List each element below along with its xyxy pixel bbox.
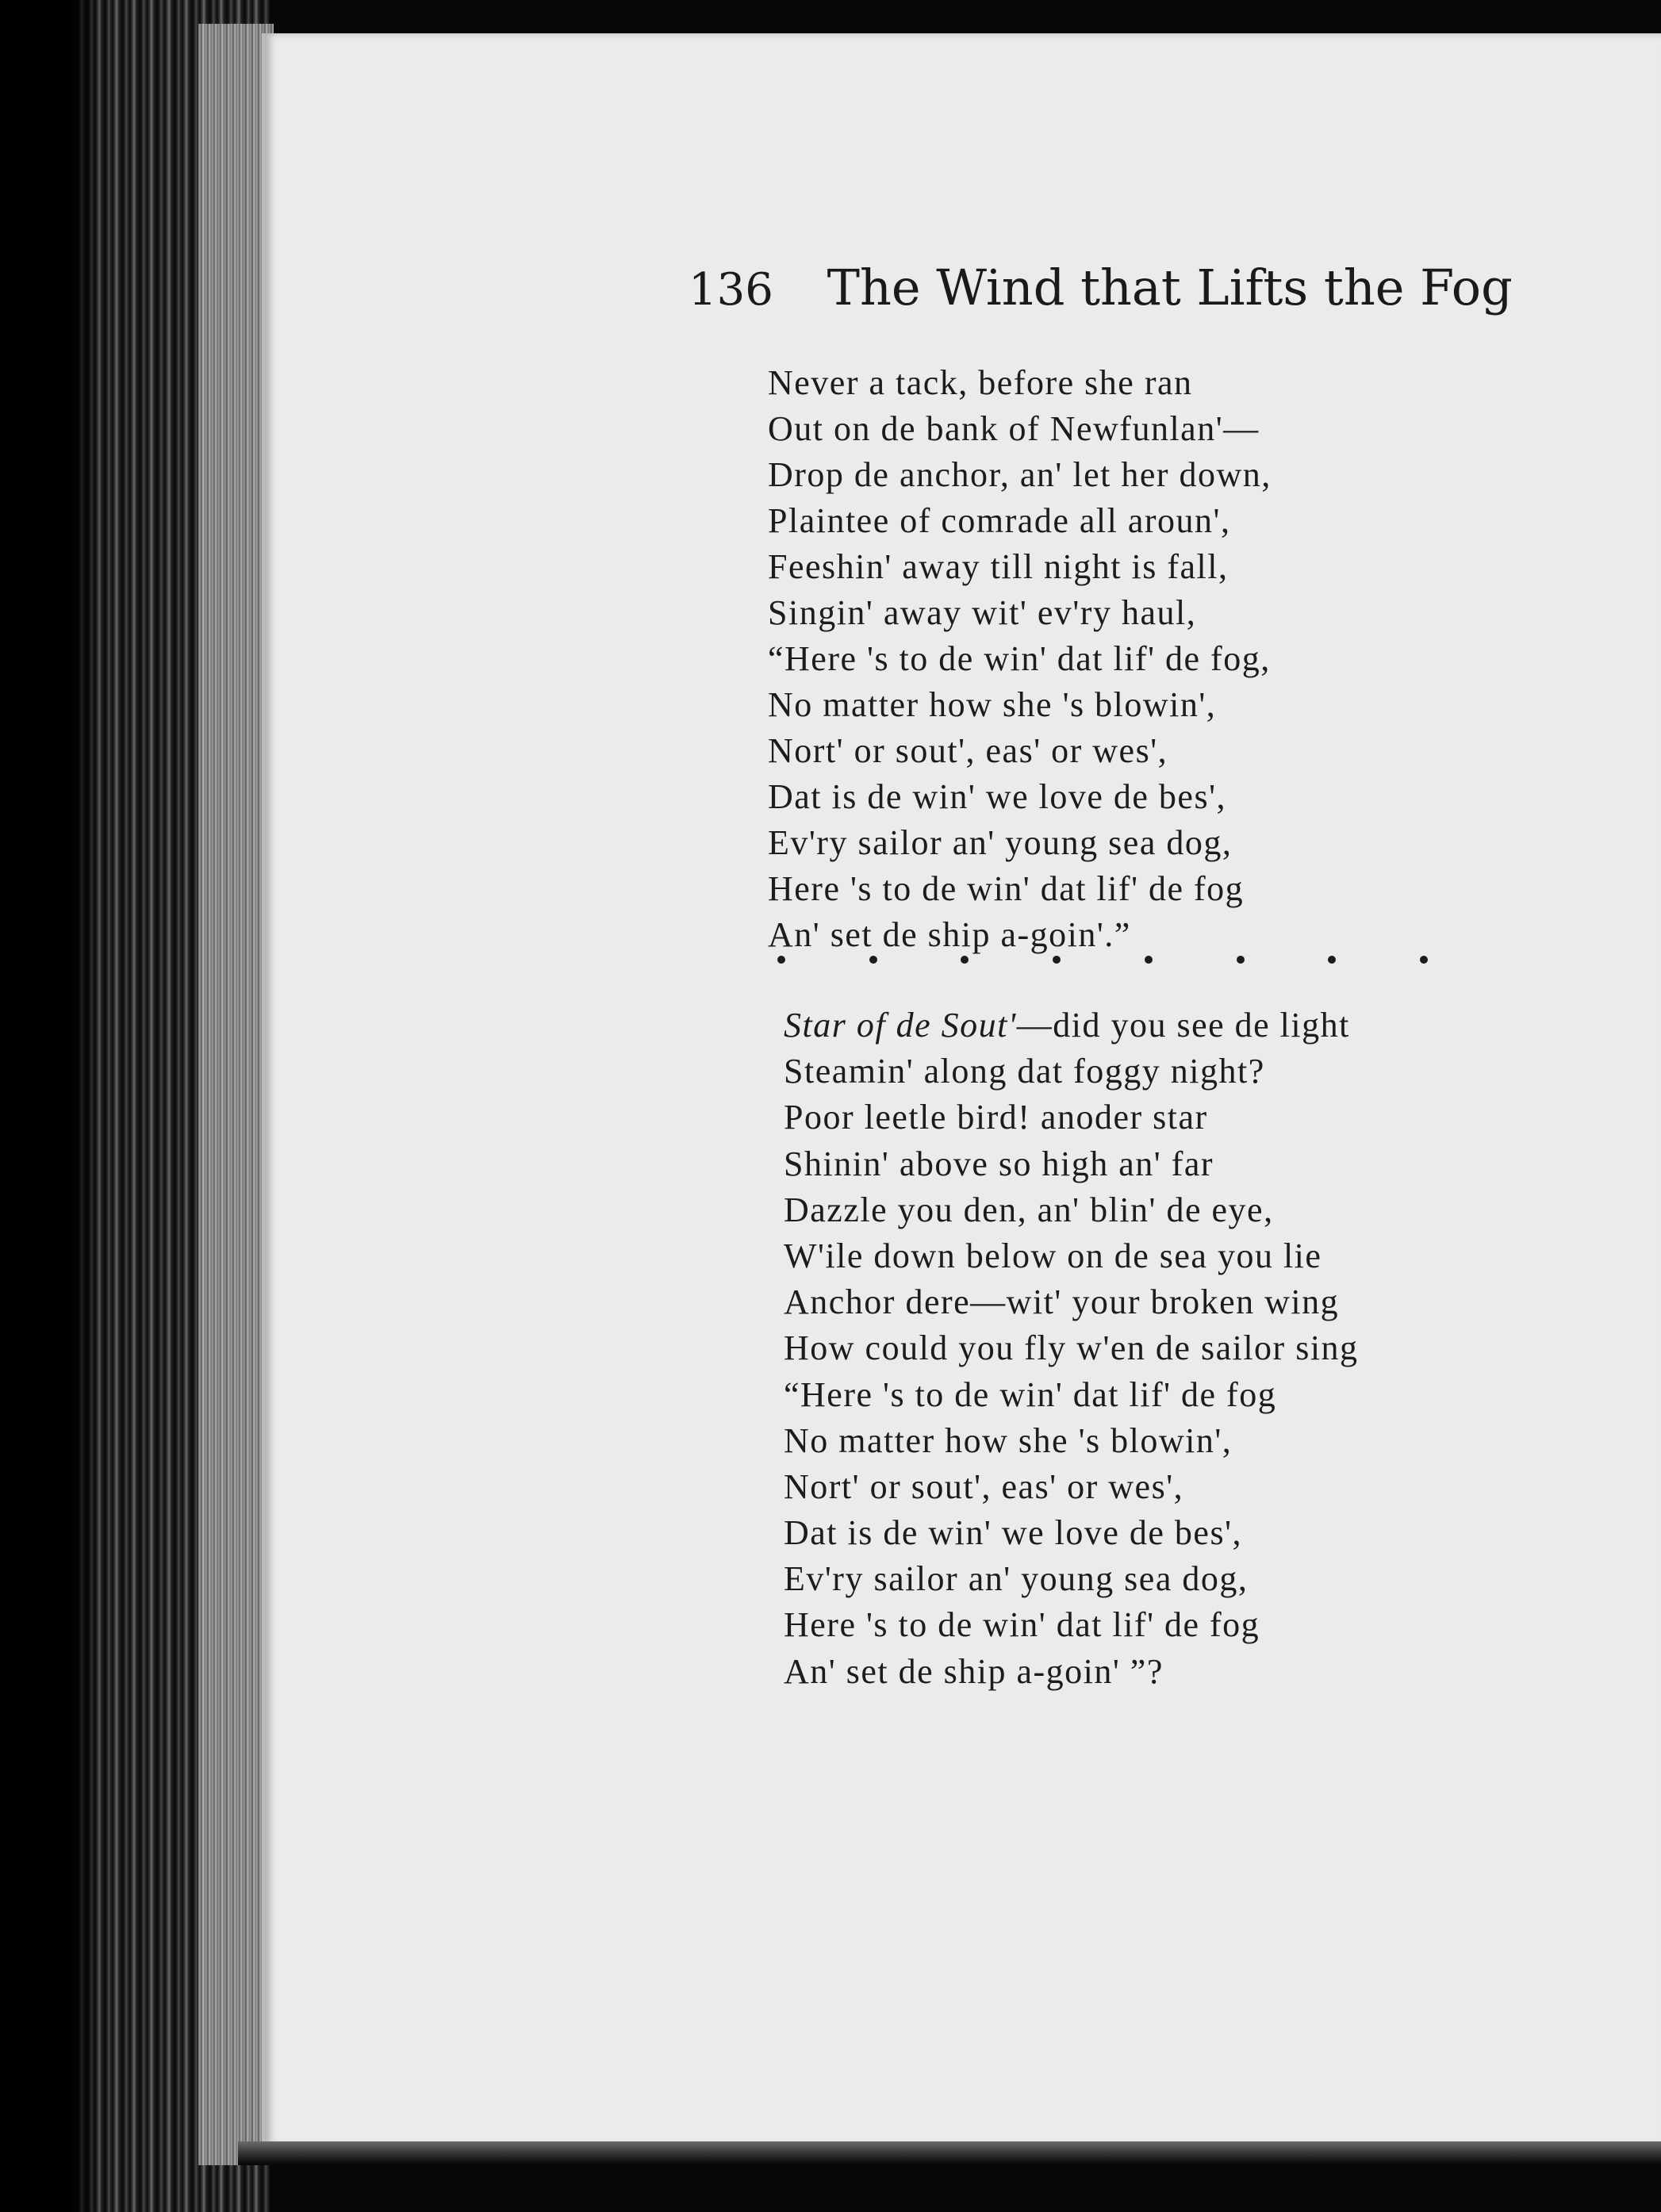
verse-line: Out on de bank of Newfunlan'— — [768, 409, 1260, 448]
verse-line: No matter how she 's blowin', — [784, 1420, 1233, 1460]
ellipsis-dot — [869, 956, 877, 964]
verse-line: “Here 's to de win' dat lif' de fog — [784, 1374, 1277, 1414]
verse-line-rest: —did you see de light — [1016, 1006, 1350, 1045]
stanza-1 — [768, 360, 1272, 958]
verse-line: No matter how she 's blowin', — [768, 685, 1217, 724]
ellipsis-dot — [1145, 956, 1153, 964]
verse-line: How could you fly w'en de sailor sing — [784, 1328, 1359, 1368]
verse-line: Steamin' along dat foggy night? — [784, 1052, 1265, 1091]
verse-line: Here 's to de win' dat lif' de fog — [768, 869, 1245, 908]
verse-line: An' set de ship a-goin' ”? — [784, 1651, 1164, 1691]
ship-name: Star of de Sout' — [784, 1006, 1017, 1045]
verse-line: Nort' or sout', eas' or wes', — [768, 731, 1168, 770]
stanza-2 — [784, 1002, 1359, 1695]
page-bottom-edge — [238, 2141, 1661, 2165]
ellipsis-dot — [1328, 956, 1336, 964]
verse-line: Feeshin' away till night is fall, — [768, 547, 1229, 586]
page-number: 136 — [689, 264, 773, 316]
verse-line: Dat is de win' we love de bes', — [784, 1513, 1243, 1553]
verse-line: Shinin' above so high an' far — [784, 1144, 1214, 1183]
verse-line: Ev'ry sailor an' young sea dog, — [768, 823, 1233, 862]
ellipsis-dot — [1420, 956, 1428, 964]
verse-line: W'ile down below on de sea you lie — [784, 1236, 1322, 1275]
ellipsis-dot — [1053, 956, 1061, 964]
verse-line: Nort' or sout', eas' or wes', — [784, 1466, 1184, 1506]
verse-line: Dazzle you den, an' blin' de eye, — [784, 1190, 1274, 1229]
verse-line: “Here 's to de win' dat lif' de fog, — [768, 639, 1271, 678]
verse-line: Anchor dere—wit' your broken wing — [784, 1282, 1340, 1322]
stanza-break-dots — [777, 944, 1428, 976]
verse-line: Drop de anchor, an' let her down, — [768, 455, 1272, 494]
verse-line: An' set de ship a-goin'.” — [768, 915, 1131, 954]
ellipsis-dot — [1237, 956, 1245, 964]
ellipsis-dot — [961, 956, 969, 964]
verse-line: Dat is de win' we love de bes', — [768, 777, 1227, 816]
running-title: The Wind that Lifts the Fog — [827, 259, 1513, 316]
ellipsis-dot — [777, 956, 785, 964]
running-head — [689, 252, 1561, 326]
verse-line: Here 's to de win' dat lif' de fog — [784, 1605, 1260, 1645]
verse-line: Never a tack, before she ran — [768, 363, 1193, 402]
verse-line: Singin' away wit' ev'ry haul, — [768, 593, 1197, 632]
verse-line: Ev'ry sailor an' young sea dog, — [784, 1559, 1249, 1599]
verse-line — [784, 1002, 1359, 1048]
verse-line: Poor leetle bird! anoder star — [784, 1098, 1208, 1137]
verse-line: Plaintee of comrade all aroun', — [768, 501, 1231, 540]
spine-shadow — [0, 0, 103, 2212]
